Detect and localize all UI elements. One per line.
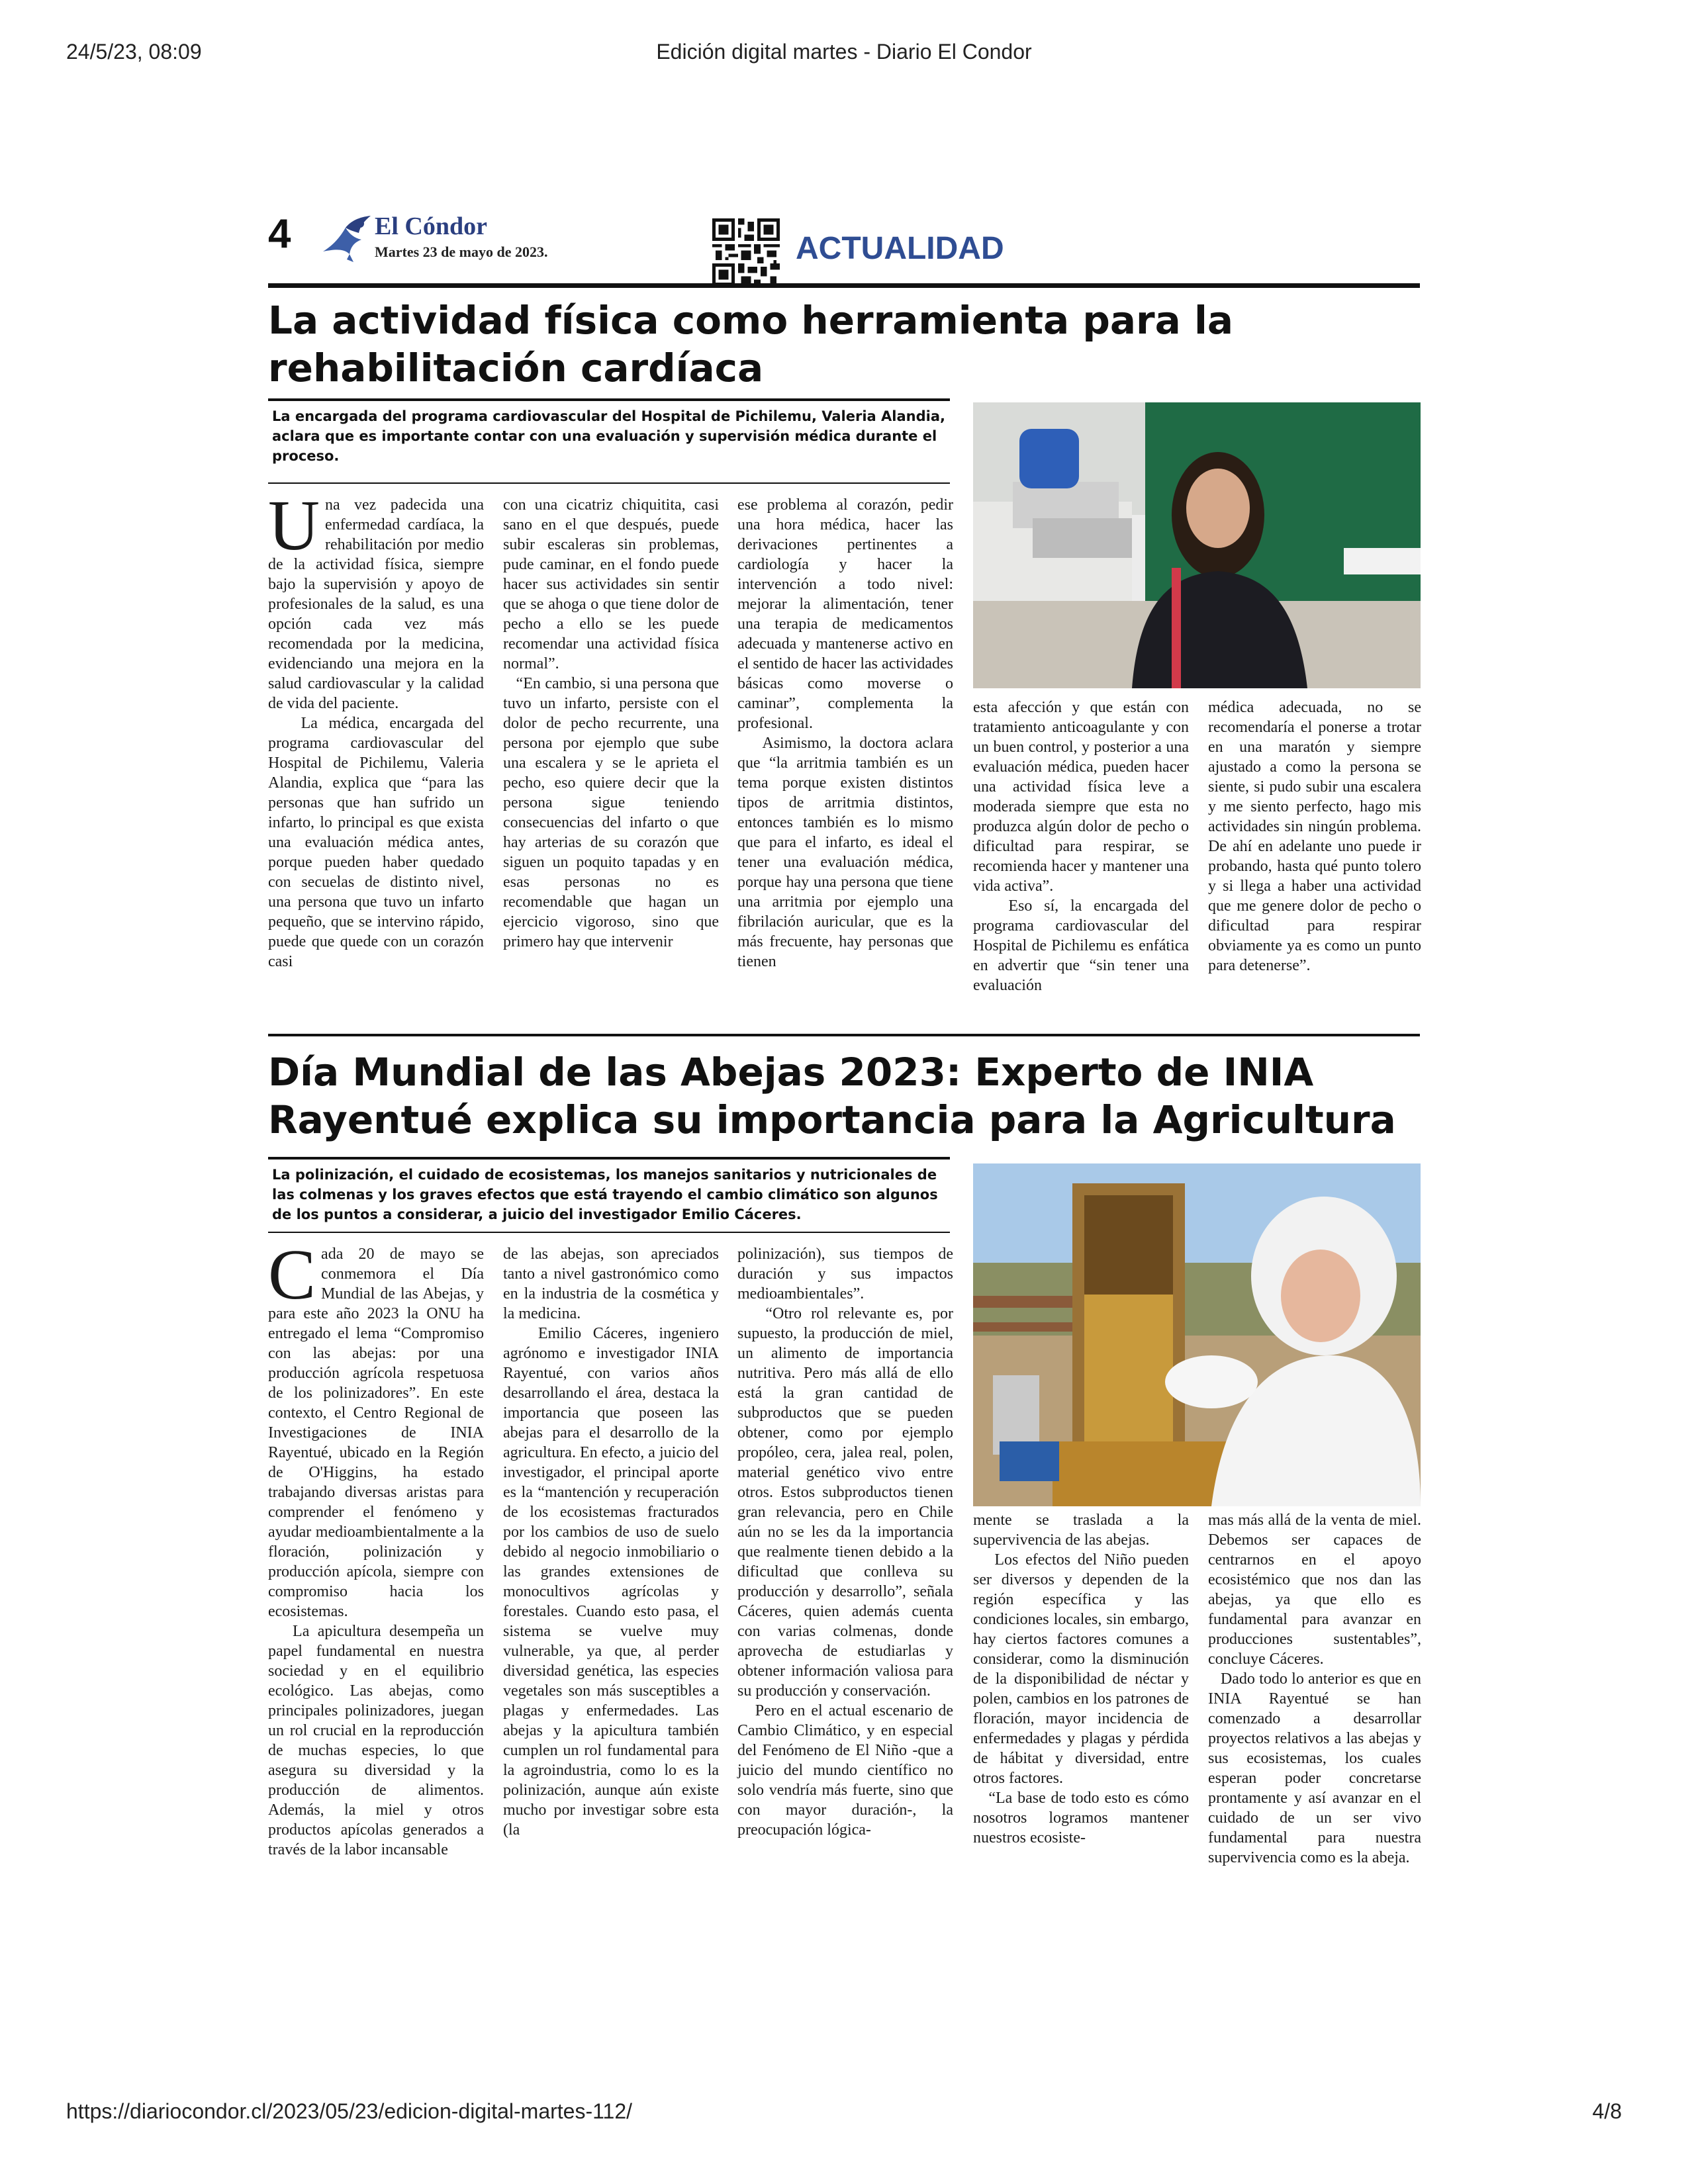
article2-column-3: polinización), sus tiempos de duración y sus impactos medioambientales”. “Otro rol relevante es, por supuesto, la producción de miel, un alimento de importancia nutritiva. Pero más allá de ello está la gran cantidad de subproductos que se pueden obtener, como por ejemplo propóleo, cera, jalea real, polen, material genético vivo entre otros. Estos subproductos tienen gran relevancia, pero en Chile aún no se les da la importancia que realmente tienen debido a la dificultad que conlleva su producción y desarrollo”, señala Cáceres, quien además cuenta con varias colmenas, donde aprovecha de estudiarlas y obtener información valiosa para su producción y conservación. Pero en el actual escenario de Cambio Climático, y en especial del Fenómeno de El Niño -que a juicio del mundo científico no solo vendría más fuerte, sino que con mayor duración-, la preocupación lógica- [737, 1246, 953, 1839]
article1-photo [973, 402, 1421, 688]
article1-column-4: esta afección y que están con tratamiento anticoagulante y con un buen control, y posterior a una evaluación médica, pueden hacer una actividad física leve a moderada siempre que esta no produzca algún dolor de pecho o dificultad para respirar, se recomienda hacer y mantener una vida activa”. Eso sí, la encargada del programa cardiovascular del Hospital de Pichilemu es enfática en advertir que “sin tener una evaluación [973, 699, 1189, 994]
section-label: ACTUALIDAD [796, 231, 1004, 266]
article1-headline-rule [268, 398, 950, 401]
article1-dropcap: U [268, 486, 320, 565]
logo-name: El Cóndor [375, 212, 487, 240]
article-separator-rule [268, 1034, 1420, 1036]
print-title: Edición digital martes - Diario El Condor [656, 40, 1032, 64]
qr-code-icon[interactable] [712, 218, 780, 286]
article2-column-1 [268, 1236, 484, 1860]
article1-column-1 [268, 486, 484, 972]
article2-headline: Día Mundial de las Abejas 2023: Experto de INIA Rayentué explica su importancia para la Agricultura [268, 1050, 1396, 1142]
edition-date: Martes 23 de mayo de 2023. [375, 244, 548, 260]
article1-column-3: ese problema al corazón, pedir una hora médica, hacer las derivaciones pertinentes a cardiología y hacer la intervención a todo nivel: mejorar la alimentación, tener una terapia de medicamentos adecuada y mantenerse activo en el sentido de hacer las actividades básicas como moverse o caminar”, complementa la profesional. Asimismo, la doctora aclara que “la arritmia también es un tema porque existen distintos tipos de arritmia distintos, entonces también es lo mismo que para el infarto, es ideal el tener una evaluación médica, porque hay una persona que tiene una arritmia por ejemplo una fibrilación auricular, que es la más frecuente, hay personas que tienen [737, 496, 953, 970]
print-page-indicator: 4/8 [1592, 2099, 1622, 2123]
masthead-rule [268, 283, 1420, 288]
condor-logo-icon [320, 210, 375, 265]
print-url-link[interactable]: https://diariocondor.cl/2023/05/23/edicion-digital-martes-112/ [66, 2099, 633, 2123]
article1-column-1-text: na vez padecida una enfermedad cardíaca, la rehabilitación por medio de la actividad física, siempre bajo la supervisión y apoyo de profesionales de la salud, es una opción cada vez más recomendada por la medicina, evidenciando una mejora en la salud cardiovascular y la calidad de vida del paciente. La médica, encargada del programa cardiovascular del Hospital de Pichilemu, Valeria Alandia, explica que “para las personas que han sufrido un infarto, lo principal es que exista una evaluación médica antes, porque pueden haber quedado con secuelas de distinto nivel, una persona que tuvo un infarto pequeño, que se intervino rápido, puede que quede con un corazón casi [268, 496, 484, 970]
article1-lede-rule [268, 482, 950, 484]
article2-column-2: de las abejas, son apreciados tanto a nivel gastronómico como en la industria de la cosmética y la medicina. Emilio Cáceres, ingeniero agrónomo e investigador INIA Rayentué, con varios años desarrollando el área, destaca la importancia que poseen las abejas para el desarrollo de la agricultura. En efecto, a juicio del investigador, el principal aporte es la “mantención y recuperación de los ecosistemas fracturados por los cambios de uso de suelo debido al negocio inmobiliario o las grandes extensiones de monocultivos agrícolas y forestales. Cuando esto pasa, el sistema se vuelve muy vulnerable, ya que, al perder diversidad genética, las especies vegetales son más susceptibles a plagas y enfermedades. Las abejas y la apicultura también cumplen un rol fundamental para la agroindustria, como lo es la polinización, aunque aún existe mucho por investigar sobre esta (la [503, 1246, 719, 1839]
article2-column-5: mas más allá de la venta de miel. Debemos ser capaces de centrarnos en el apoyo ecosistémico que nos dan las abejas, ya que ello es fundamental para avanzar en producciones sustentables”, concluye Cáceres. Dado todo lo anterior es que en INIA Rayentué se han comenzado a desarrollar proyectos relativos a las abejas y sus ecosistemas, los cuales esperan poder concretarse prontamente y así avanzar en el cuidado de un ser vivo fundamental para nuestra supervivencia como es la abeja. [1208, 1512, 1421, 1866]
article2-column-1-text: ada 20 de mayo se conmemora el Día Mundial de las Abejas, y para este año 2023 la ONU ha entregado el lema “Compromiso con las abejas: por una producción agrícola respetuosa de los polinizadores”. En este contexto, el Centro Regional de Investigaciones de INIA Rayentué, ubicado en la Región de O'Higgins, ha estado trabajando diversas aristas para comprender el fenómeno y ayudar medioambientalmente a la floración, polinización y producción apícola, siempre con compromiso hacia los ecosistemas. La apicultura desempeña un papel fundamental en nuestra sociedad y en el equilibrio ecológico. Las abejas, como principales polinizadores, juegan un rol crucial en la reproducción de muchas especies, lo que asegura su diversidad y la producción de alimentos. Además, la miel y otros productos apícolas generados a través de la labor incansable [268, 1246, 484, 1858]
article2-dropcap: C [268, 1236, 316, 1314]
article1-column-2: con una cicatriz chiquitita, casi sano en el que después, puede subir escaleras sin problemas, pude caminar, en el fondo puede hacer sus actividades sin sentir que se ahoga o que tiene dolor de pecho a ello se les puede recomendar una actividad física normal”. “En cambio, si una persona que tuvo un infarto, persiste con el dolor de pecho recurrente, una persona por ejemplo que sube una escalera y se le aprieta el pecho, eso quiere decir que la persona sigue teniendo consecuencias del infarto o que hay arterias de su corazón que siguen un poquito tapadas y en esas personas no es recomendable que hagan un ejercicio vigoroso, sino que primero hay que intervenir [503, 496, 719, 950]
article2-lede-rule [268, 1232, 950, 1233]
article1-lede: La encargada del programa cardiovascular del Hospital de Pichilemu, Valeria Alandia, aclara que es importante contar con una evaluación y supervisión médica durante el proceso. [272, 408, 945, 464]
article1-column-5: médica adecuada, no se recomendaría el ponerse a trotar en una maratón y siempre ajustado a como la persona se siente, si pudo subir una escalera y me siento perfecto, hago mis actividades sin ningún problema. De ahí en adelante uno puede ir probando, hasta qué punto tolero y si llega a haber una actividad que me genere dolor de pecho o dificultad para respirar obviamente ya es como un punto para detenerse”. [1208, 699, 1421, 974]
article2-column-4: mente se traslada a la supervivencia de las abejas. Los efectos del Niño pueden ser diversos y dependen de la región específica y las condiciones locales, sin embargo, hay ciertos factores comunes a considerar, como la disminución de la disponibilidad de néctar y polen, cambios en los patrones de floración, mayor incidencia de enfermedades y plagas y pérdida de hábitat y diversidad, entre otros factores. “La base de todo esto es cómo nosotros logramos mantener nuestros ecosiste- [973, 1512, 1189, 1846]
print-datetime: 24/5/23, 08:09 [66, 40, 202, 64]
article2-photo [973, 1163, 1421, 1506]
page-number: 4 [268, 211, 291, 257]
article1-headline: La actividad física como herramienta para la rehabilitación cardíaca [268, 298, 1233, 390]
article2-lede: La polinización, el cuidado de ecosistemas, los manejos sanitarios y nutricionales de las colmenas y los graves efectos que está trayendo el cambio climático son algunos de los puntos a considerar, a juicio del investigador Emilio Cáceres. [272, 1167, 938, 1222]
article2-headline-rule [268, 1157, 950, 1160]
